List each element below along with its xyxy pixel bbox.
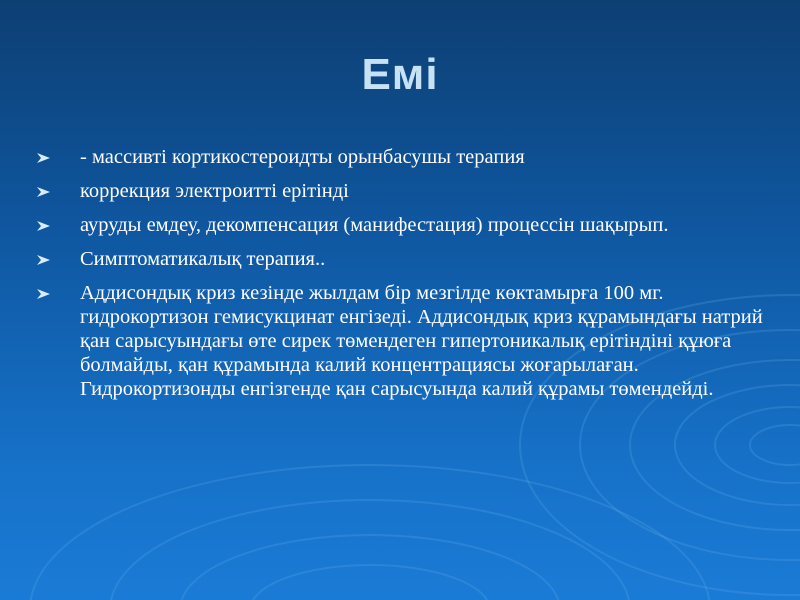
arrowhead-bullet-icon [36,152,56,164]
arrowhead-bullet-icon [36,288,56,300]
bullet-item [36,145,771,169]
slide-title: Емі [361,50,439,99]
arrowhead-bullet-icon [36,254,56,266]
bullet-text: Аддисондық криз кезінде жылдам бір мезгілде көктамырға 100 мг. гидрокортизон гемисукцинат енгізеді. Аддисондық криз құрамындағы натрий қан сарысуындағы өте сирек төмендеген гипертоникалық ерітіндіні құюға болмайды, қан құрамында калий концентрациясы жоғарылаған. Гидрокортизонды енгізгенде қан сарысуында калий құрамы төмендейді. [80,282,763,400]
bullet-item [36,179,771,203]
bullet-text: ауруды емдеу, декомпенсация (манифестация) процессін шақырып. [80,214,669,236]
bullet-item [36,247,771,271]
bullet-text: Симптоматикалық терапия.. [80,248,326,270]
bullet-list [36,145,771,411]
bullet-text: - массивті кортикостероидты орынбасушы терапия [80,146,525,168]
bullet-item [36,281,771,401]
bullet-text: коррекция электроитті ерітінді [80,180,349,202]
bullet-item [36,213,771,237]
arrowhead-bullet-icon [36,220,56,232]
arrowhead-bullet-icon [36,186,56,198]
